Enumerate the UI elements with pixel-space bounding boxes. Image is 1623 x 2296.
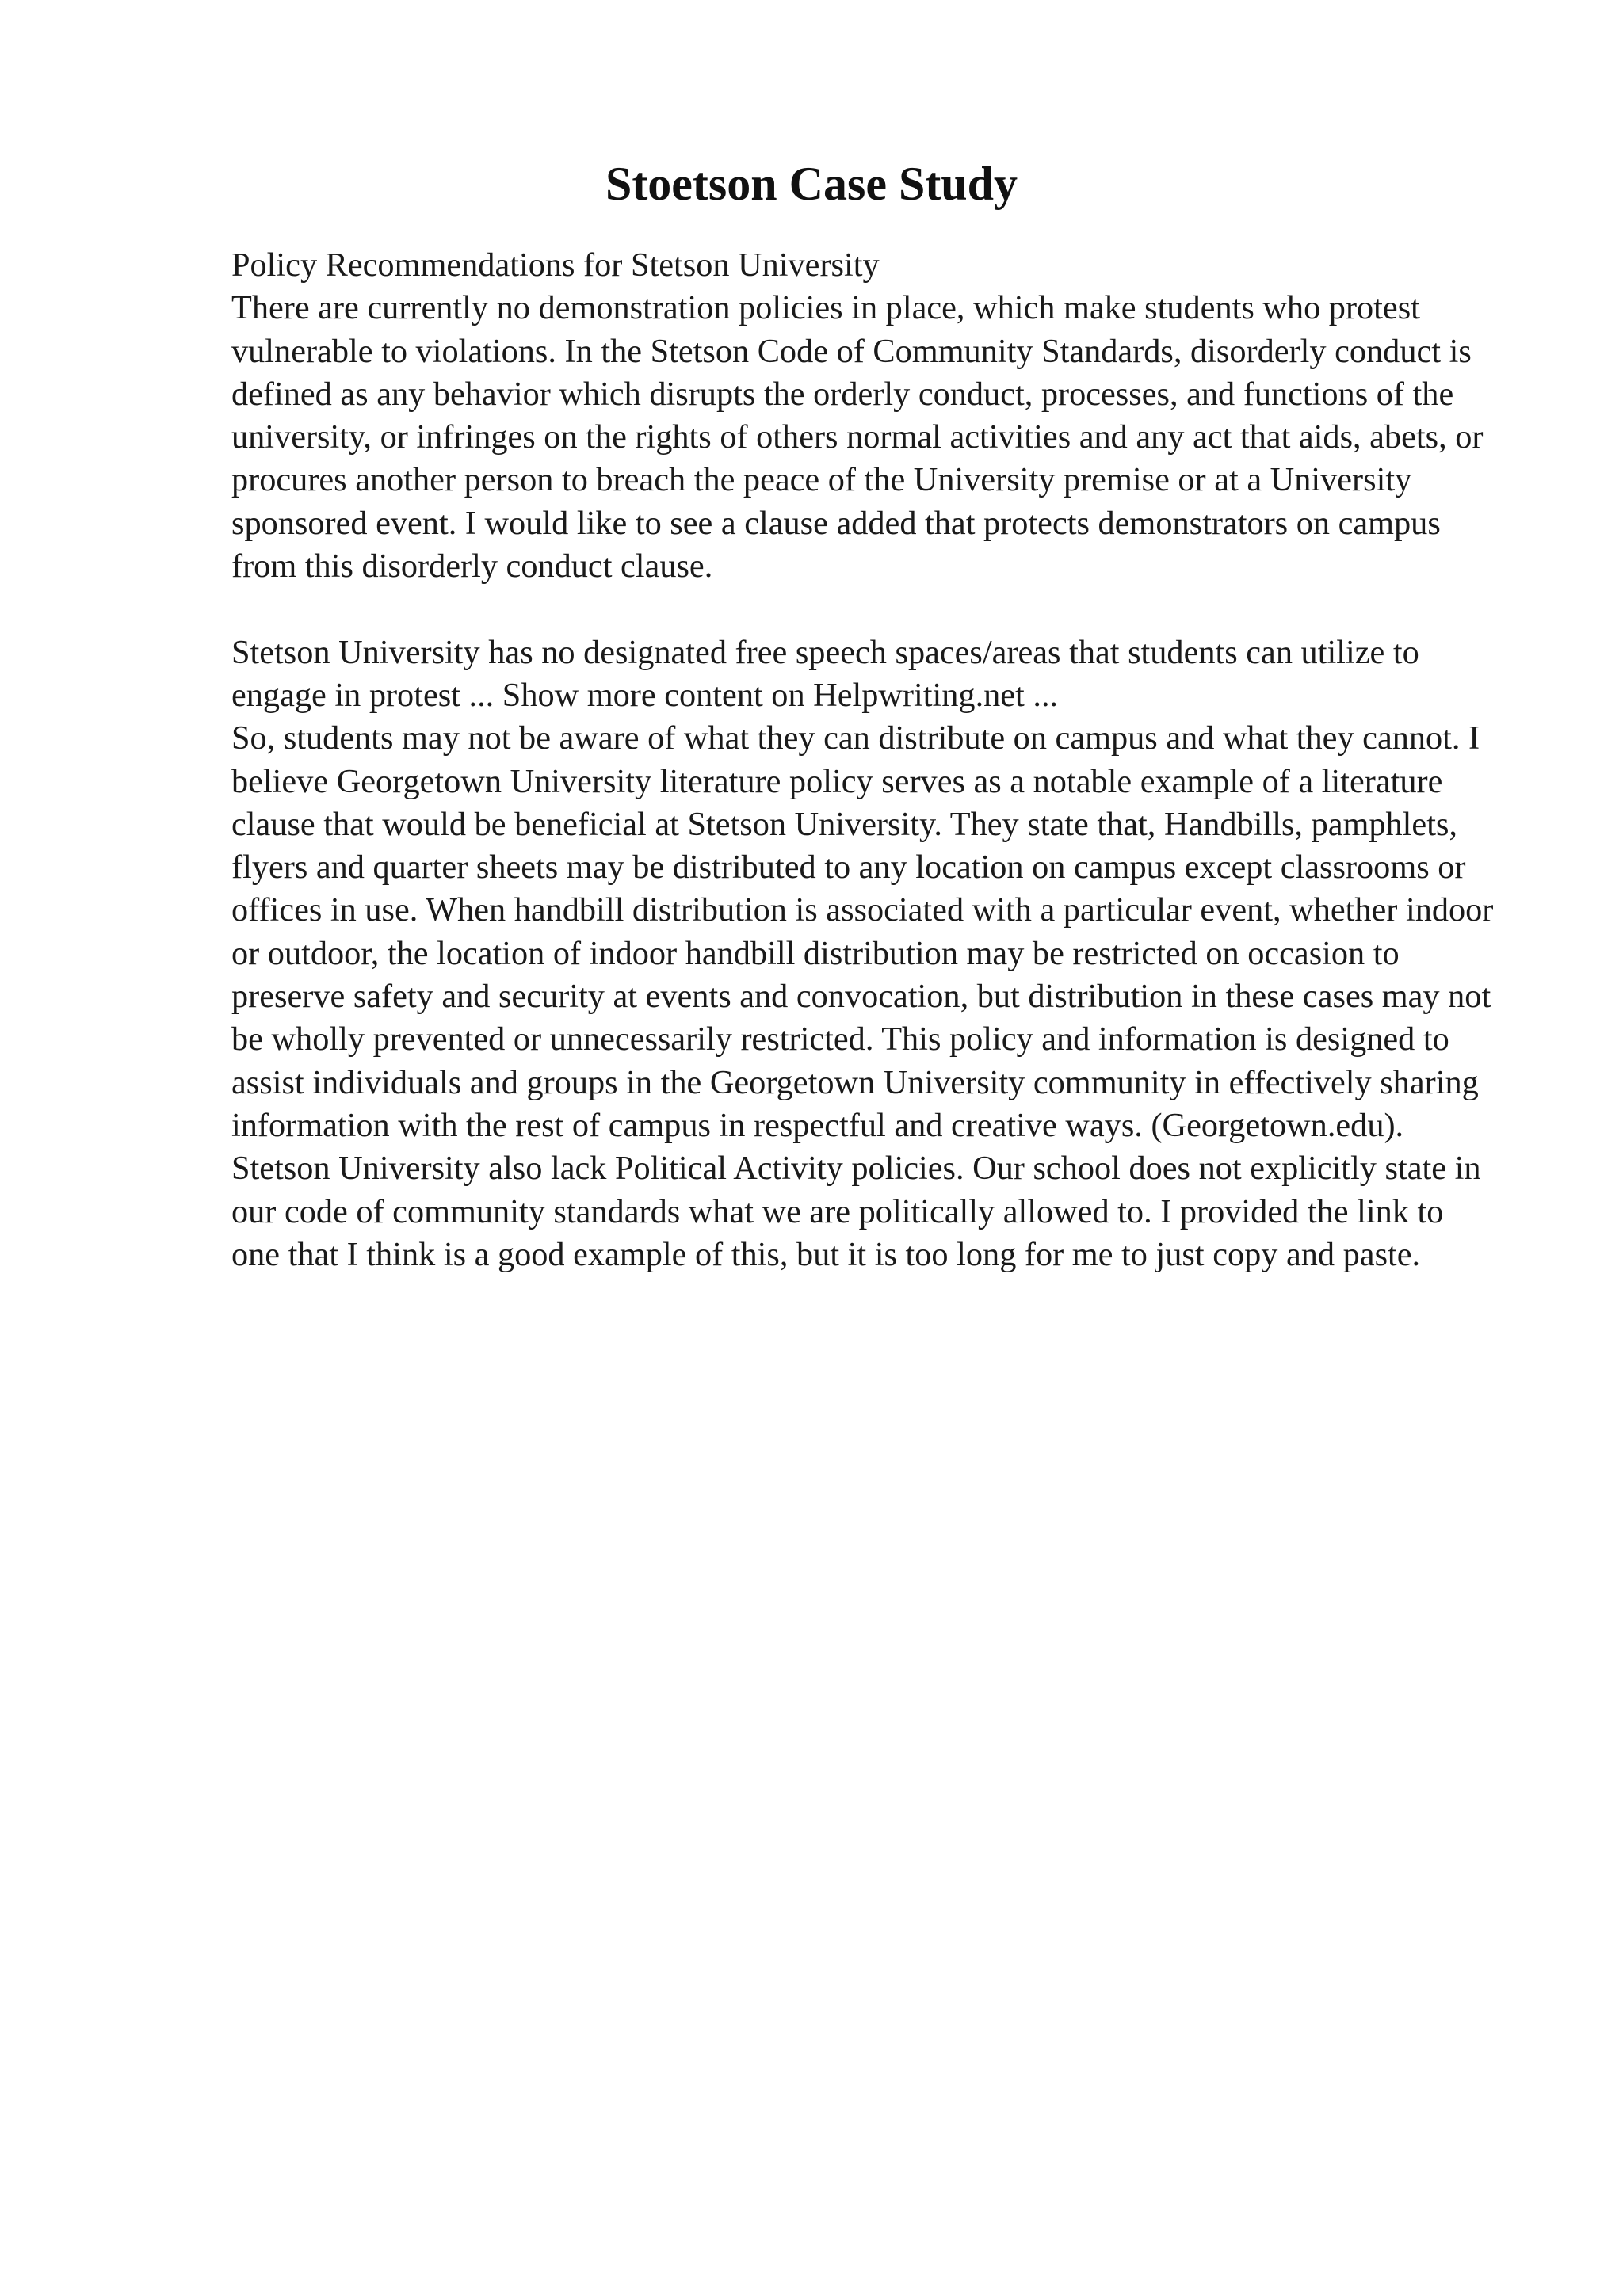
document-body — [231, 244, 1499, 1276]
paragraph-literature-policy: So, students may not be aware of what they can distribute on campus and what they cannot. I believe Georgetown University literature policy serves as a notable example of a literature clause that would be beneficial at Stetson University. They state that, Handbills, pamphlets, flyers and quarter sheets may be distributed to any location on campus except classrooms or offices in use. When handbill distribution is associated with a particular event, whether indoor or outdoor, the location of indoor handbill distribution may be restricted on occasion to preserve safety and security at events and convocation, but distribution in these cases may not be wholly prevented or unnecessarily restricted. This policy and information is designed to assist individuals and groups in the Georgetown University community in effectively sharing information with the rest of campus in respectful and creative ways. (Georgetown.edu). — [231, 719, 1494, 1144]
paragraph-political-activity: Stetson University also lack Political Activity policies. Our school does not explicitly state in our code of community standards what we are politically allowed to. I provided the link to one that I think is a good example of this, but it is too long for me to just copy and paste. — [231, 1150, 1481, 1273]
document-subtitle: Policy Recommendations for Stetson University — [231, 246, 880, 284]
document-title: Stoetson Case Study — [605, 158, 1018, 210]
paragraph-spacer — [231, 588, 1499, 631]
paragraph-demonstration-policies: There are currently no demonstration policies in place, which make students who protest vulnerable to violations. In the Stetson Code of Community Standards, disorderly conduct is defined as any behavior which disrupts the orderly conduct, processes, and functions of the university, or infringes on the rights of others normal activities and any act that aids, abets, or procures another person to breach the peace of the University premise or at a University sponsored event. I would like to see a clause added that protects demonstrators on campus from this disorderly conduct clause. — [231, 289, 1484, 585]
paragraph-free-speech-spaces: Stetson University has no designated free speech spaces/areas that students can utilize to engage in protest ... Show more content on Helpwriting.net ... — [231, 633, 1419, 714]
